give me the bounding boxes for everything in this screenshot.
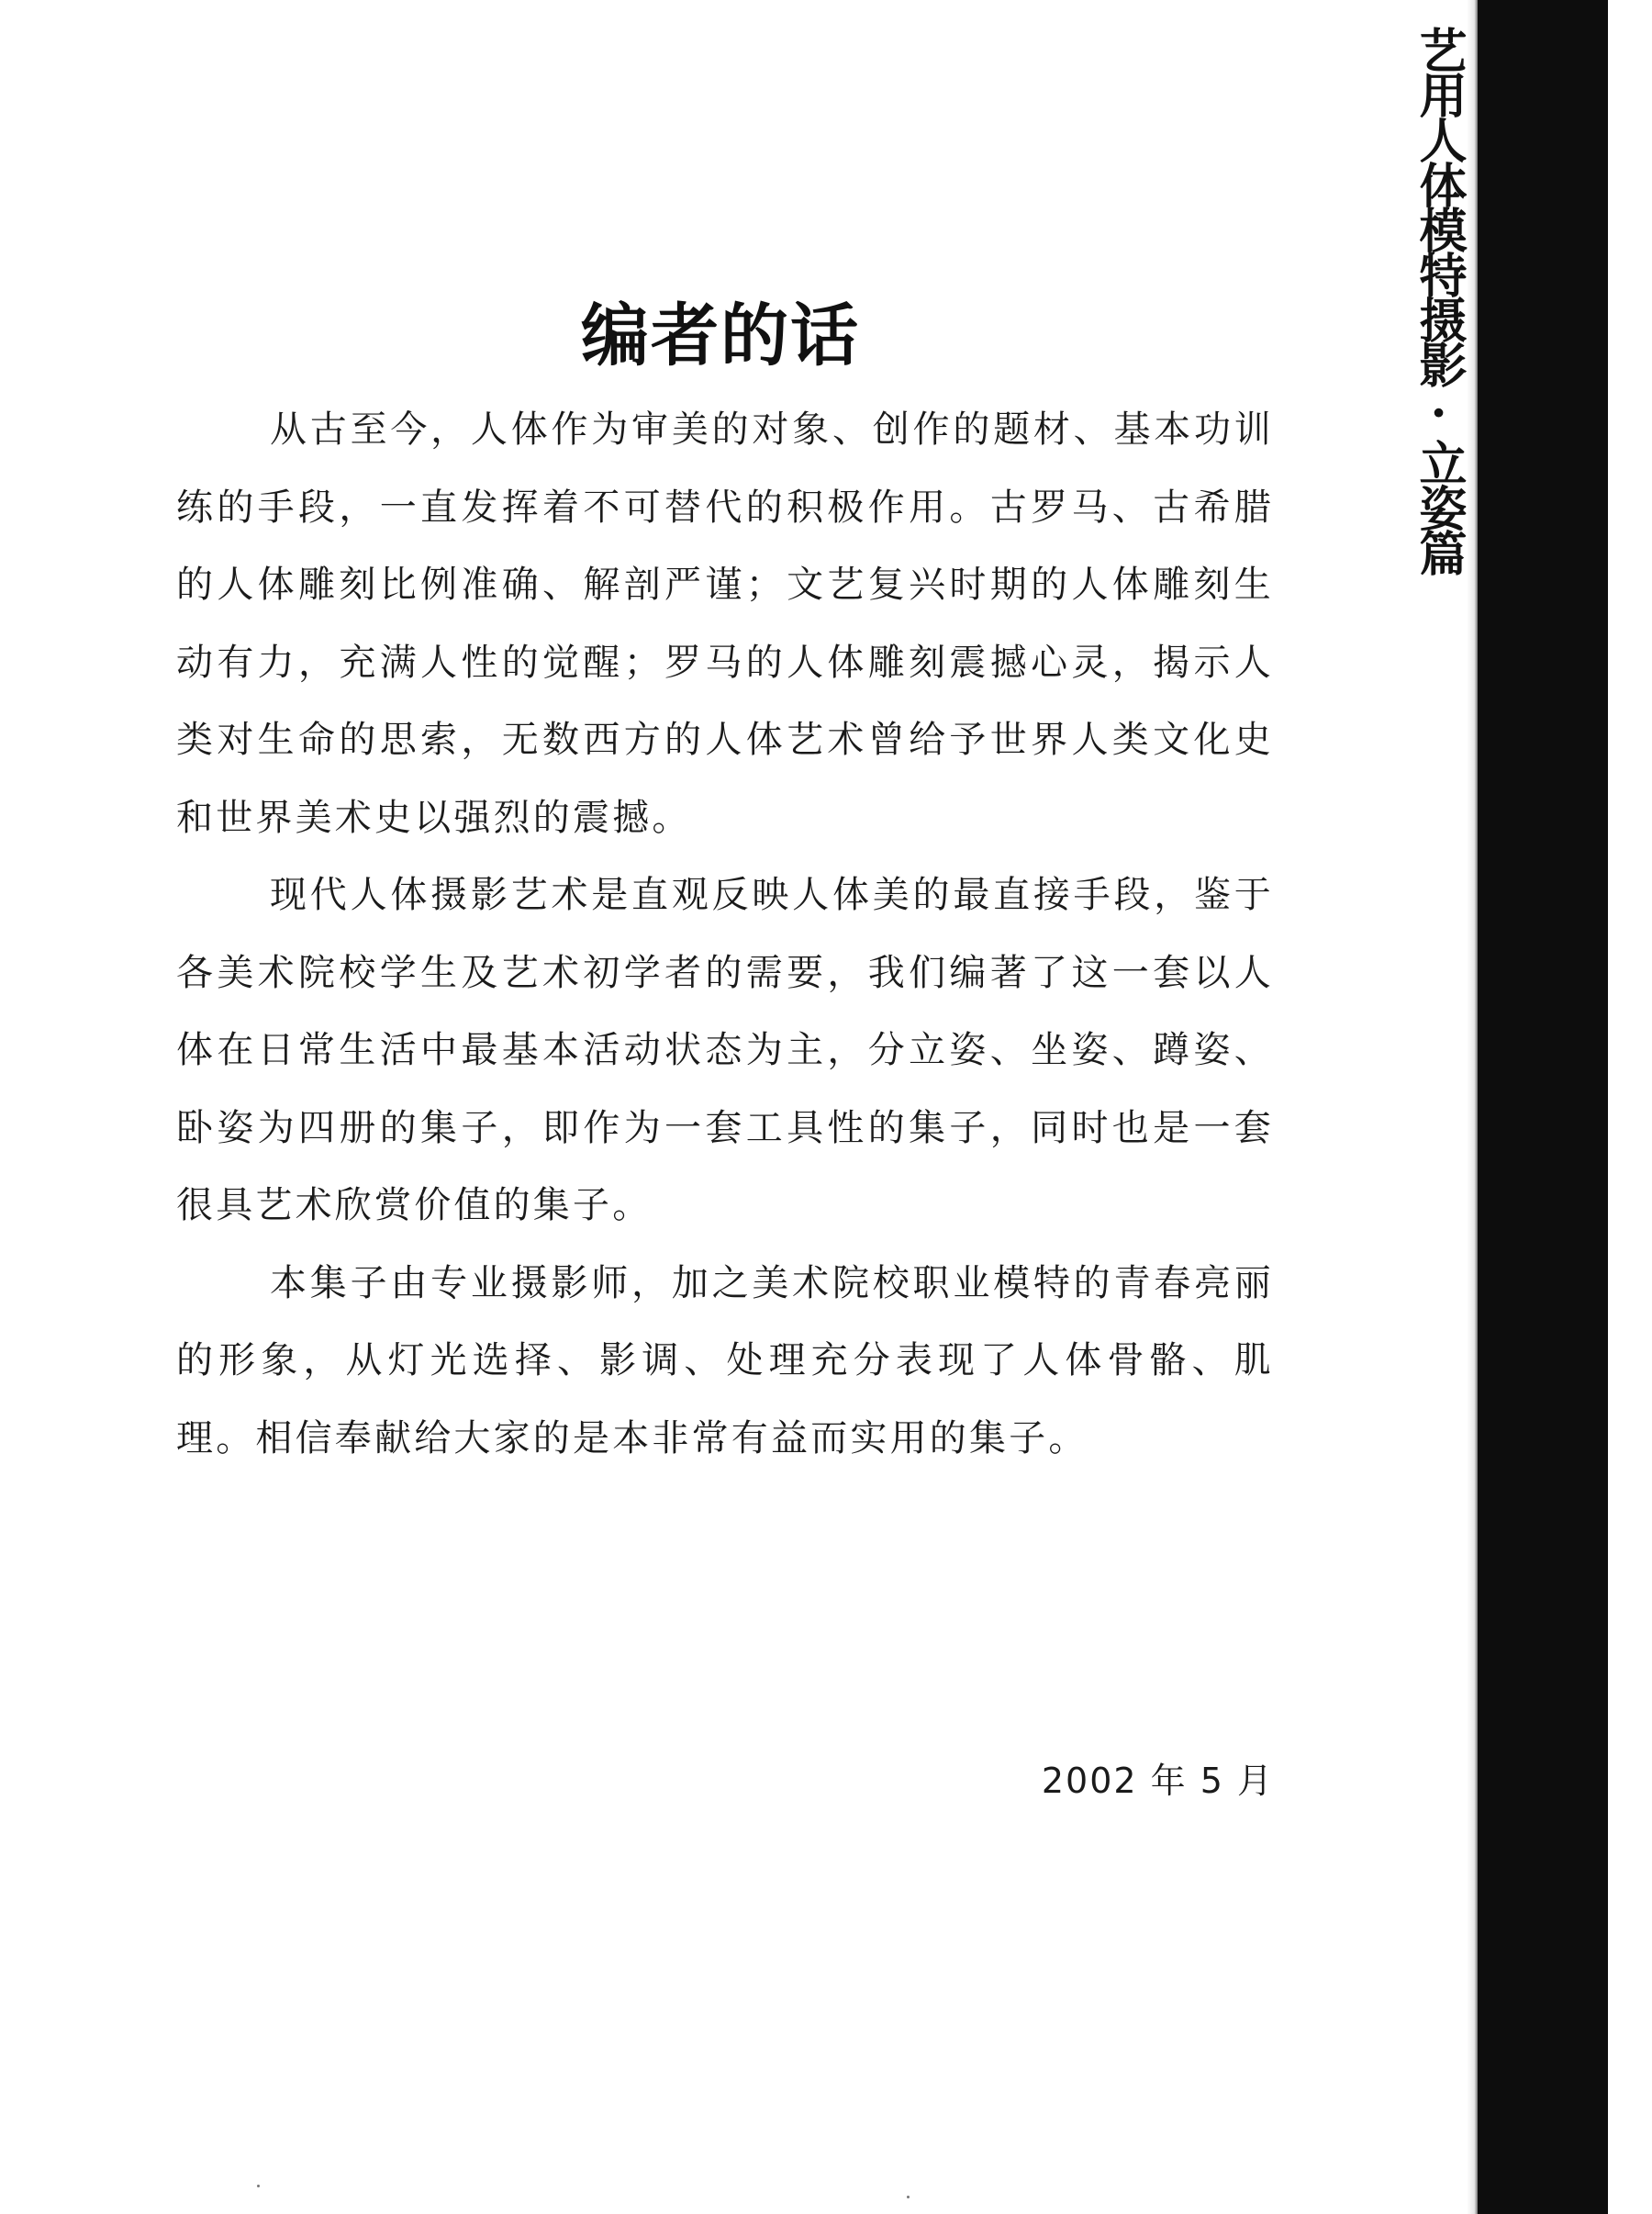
preface-body (176, 391, 1274, 1477)
book-spine (1478, 0, 1608, 2214)
paragraph-2: 现代人体摄影艺术是直观反映人体美的最直接手段，鉴于各美术院校学生及艺术初学者的需要，我们编著了这一套以人体在日常生活中最基本活动状态为主，分立姿、坐姿、蹲姿、卧姿为四册的集子，即作为一套工具性的集子，同时也是一套很具艺术欣赏价值的集子。 (176, 874, 1274, 1226)
running-side-title: 艺用人体模特摄影·立姿篇 (1411, 26, 1467, 574)
paragraph-1: 从古至今，人体作为审美的对象、创作的题材、基本功训练的手段，一直发挥着不可替代的积极作用。古罗马、古希腊的人体雕刻比例准确、解剖严谨；文艺复兴时期的人体雕刻生动有力，充满人性的觉醒；罗马的人体雕刻震撼心灵，揭示人类对生命的思索，无数西方的人体艺术曾给予世界人类文化史和世界美术史以强烈的震撼。 (176, 408, 1274, 839)
scan-speck (257, 2185, 260, 2187)
page-right-margin (1608, 0, 1652, 2214)
date-line: 2002 年 5 月 (1041, 1761, 1274, 1801)
paragraph-3: 本集子由专业摄影师，加之美术院校职业模特的青春亮丽的形象，从灯光选择、影调、处理充分表现了人体骨骼、肌理。相信奉献给大家的是本非常有益而实用的集子。 (176, 1261, 1274, 1459)
page-title: 编者的话 (581, 296, 860, 375)
scan-speck (907, 2196, 910, 2198)
